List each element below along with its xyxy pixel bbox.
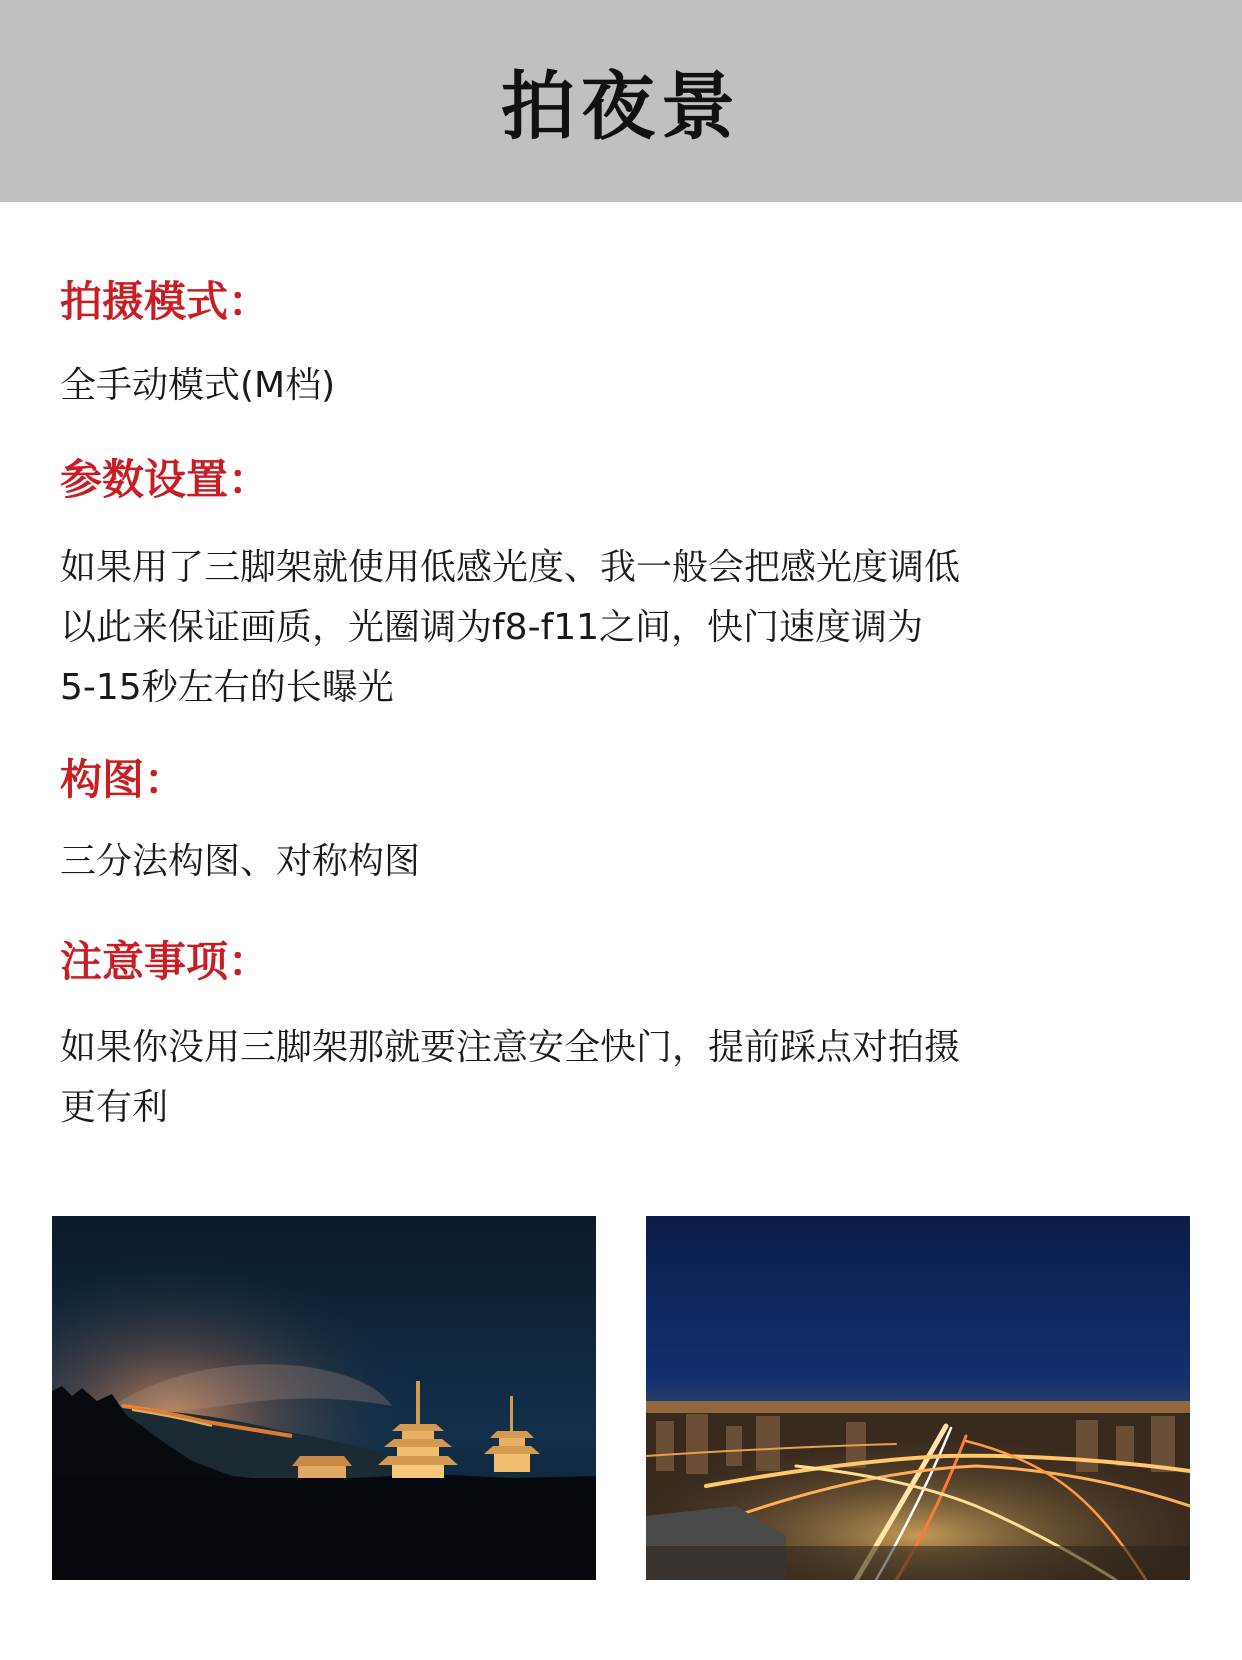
section-heading-settings: 参数设置： <box>60 455 271 504</box>
body-line: 三分法构图、对称构图 <box>60 841 421 882</box>
body-line: 如果用了三脚架就使用低感光度、我一般会把感光度调低 <box>60 547 961 588</box>
body-line: 以此来保证画质，光圈调为f8-f11之间，快门速度调为 <box>60 607 924 648</box>
page-title: 拍夜景 <box>501 64 741 150</box>
section-body-shooting-mode <box>60 356 335 416</box>
section-heading-composition: 构图： <box>60 755 187 804</box>
body-line: 如果你没用三脚架那就要注意安全快门，提前踩点对拍摄 <box>60 1027 961 1068</box>
title-banner <box>0 0 1242 202</box>
section-body-notes <box>60 1018 960 1138</box>
body-line: 全手动模式(M档) <box>60 365 336 406</box>
body-line: 更有利 <box>60 1087 169 1128</box>
section-heading-notes: 注意事项： <box>60 937 271 986</box>
night-city-interchange-photo <box>646 1216 1190 1580</box>
night-pagoda-photo <box>52 1216 596 1580</box>
section-body-settings <box>60 538 960 718</box>
section-heading-shooting-mode: 拍摄模式： <box>60 277 271 326</box>
body-line: 5-15秒左右的长曝光 <box>60 667 394 708</box>
section-body-composition <box>60 832 420 892</box>
